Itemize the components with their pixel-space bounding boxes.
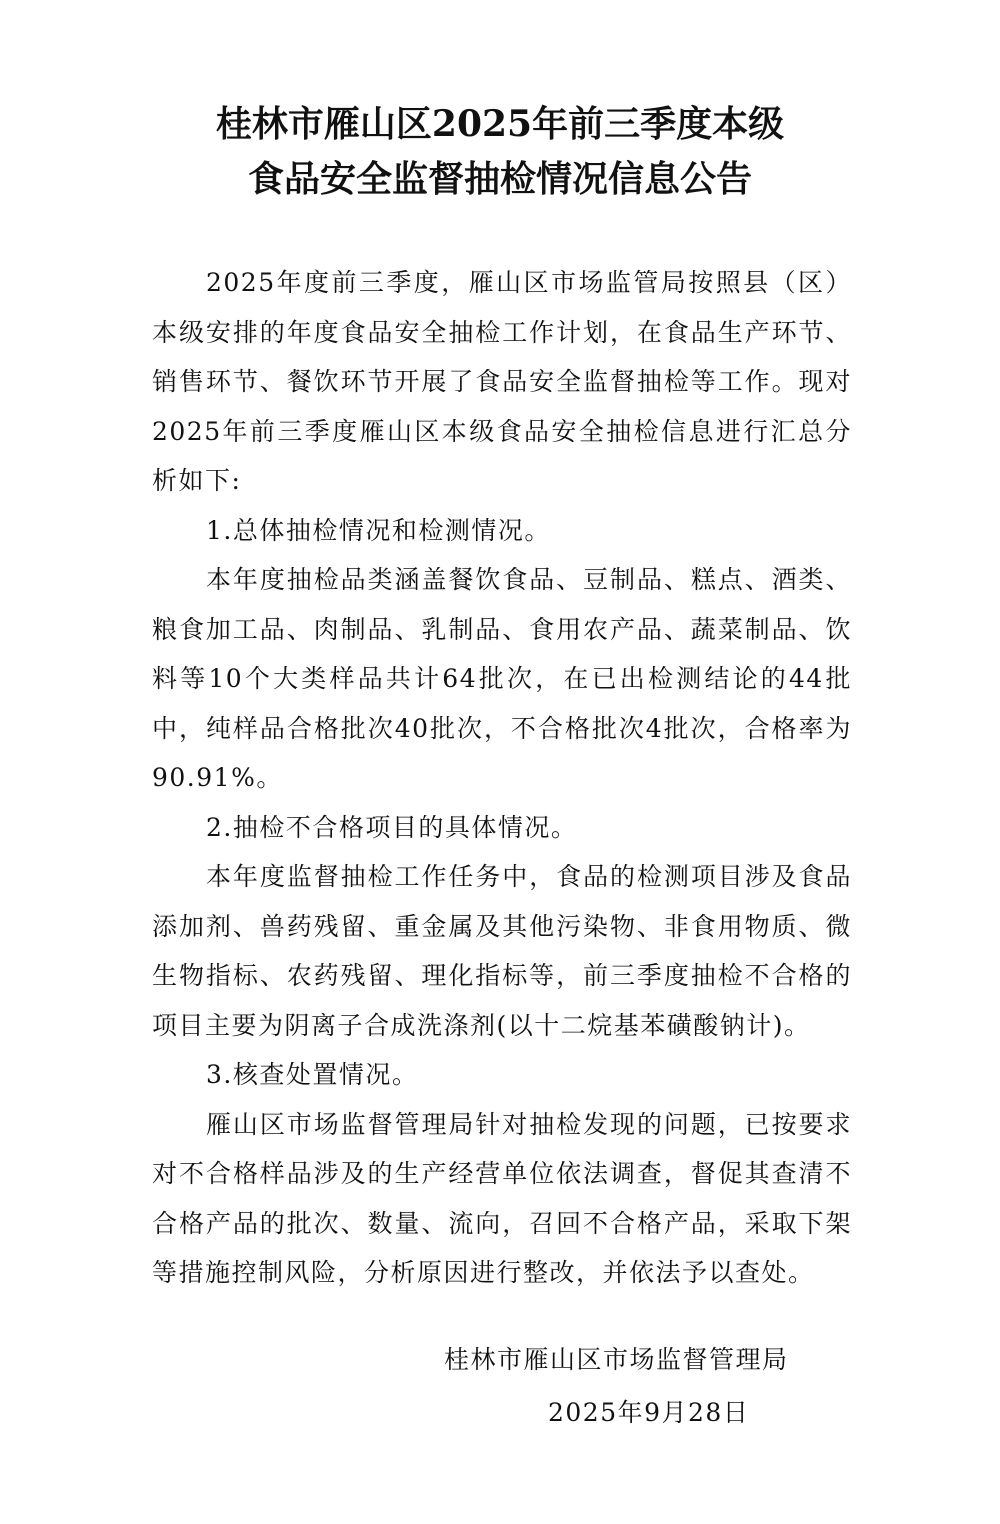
paragraph-intro: 2025年度前三季度，雁山区市场监管局按照县（区）本级安排的年度食品安全抽检工作计划，在食品生产环节、销售环节、餐饮环节开展了食品安全监督抽检等工作。现对2025年前三季度雁山区本级食品安全抽检信息进行汇总分析如下: xyxy=(152,268,852,495)
paragraph-unqualified-items: 本年度监督抽检工作任务中，食品的检测项目涉及食品添加剂、兽药残留、重金属及其他污染物、非食用物质、微生物指标、农药残留、理化指标等，前三季度抽检不合格的项目主要为阴离子合成洗涤剂(以十二烷基苯磺酸钠计)。 xyxy=(152,862,852,1040)
signature-date: 2025年9月28日 xyxy=(548,1398,750,1427)
document-title-line-2: 食品安全监督抽检情况信息公告 xyxy=(247,158,752,200)
section-heading-2: 2.抽检不合格项目的具体情况。 xyxy=(206,812,578,842)
signature-organization: 桂林市雁山区市场监督管理局 xyxy=(444,1345,789,1374)
paragraph-overall: 本年度抽检品类涵盖餐饮食品、豆制品、糕点、酒类、粮食加工品、肉制品、乳制品、食用农产品、蔬菜制品、饮料等10个大类样品共计64批次，在已出检测结论的44批中，纯样品合格批次40批次，不合格批次4批次，合格率为90.91%。 xyxy=(152,565,852,792)
section-heading-3: 3.核查处置情况。 xyxy=(206,1060,419,1089)
paragraph-handling: 雁山区市场监督管理局针对抽检发现的问题，已按要求对不合格样品涉及的生产经营单位依法调查，督促其查清不合格产品的批次、数量、流向，召回不合格产品，采取下架等措施控制风险，分析原因进行整改，并依法予以查处。 xyxy=(152,1109,852,1287)
document-title-line-1: 桂林市雁山区2025年前三季度本级 xyxy=(215,103,785,145)
document-body xyxy=(152,258,852,1298)
section-heading-1: 1.总体抽检情况和检测情况。 xyxy=(206,515,551,545)
